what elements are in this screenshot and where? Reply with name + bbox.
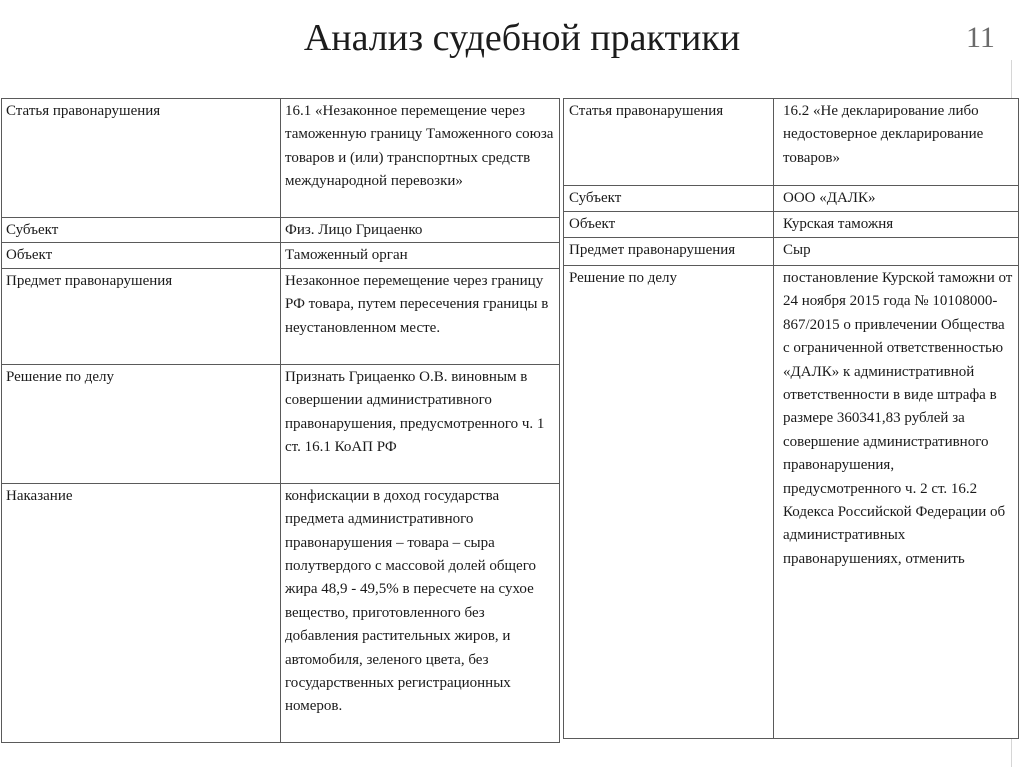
slide-number: 11 bbox=[966, 21, 995, 54]
table-row bbox=[2, 364, 560, 483]
table-row bbox=[2, 268, 560, 364]
table-row bbox=[564, 99, 1019, 186]
row-value-object: Таможенный орган bbox=[281, 243, 560, 268]
row-value-article: 16.2 «Не декларирование либо недостоверное декларирование товаров» bbox=[774, 99, 1019, 186]
case-table-left bbox=[1, 98, 560, 743]
row-label-offense-subject: Предмет правонарушения bbox=[2, 268, 281, 364]
row-label-article: Статья правонарушения bbox=[2, 99, 281, 218]
row-value-object: Курская таможня bbox=[774, 212, 1019, 238]
row-label-offense-subject: Предмет правонарушения bbox=[564, 238, 774, 266]
table-row bbox=[564, 212, 1019, 238]
table-row bbox=[2, 218, 560, 243]
row-label-subject: Субъект bbox=[2, 218, 281, 243]
row-value-decision: постановление Курской таможни от 24 ноября 2015 года № 10108000-867/2015 о привлечении Общества с ограниченной ответственностью «ДАЛК» к административной ответственности в виде штрафа в размере 360341,83 рублей за совершение административного правонарушения, предусмотренного ч. 2 ст. 16.2 Кодекса Российской Федерации об административных правонарушениях, отменить bbox=[774, 266, 1019, 739]
table-row bbox=[564, 266, 1019, 739]
row-value-decision: Признать Грицаенко О.В. виновным в совершении административного правонарушения, предусмотренного ч. 1 ст. 16.1 КоАП РФ bbox=[281, 364, 560, 483]
row-value-offense-subject: Сыр bbox=[774, 238, 1019, 266]
table-row bbox=[564, 186, 1019, 212]
row-label-decision: Решение по делу bbox=[564, 266, 774, 739]
row-value-article: 16.1 «Незаконное перемещение через таможенную границу Таможенного союза товаров и (или) транспортных средств международной перевозки» bbox=[281, 99, 560, 218]
row-label-object: Объект bbox=[564, 212, 774, 238]
row-label-object: Объект bbox=[2, 243, 281, 268]
row-value-subject: Физ. Лицо Грицаенко bbox=[281, 218, 560, 243]
row-value-subject: ООО «ДАЛК» bbox=[774, 186, 1019, 212]
row-value-penalty: конфискации в доход государства предмета административного правонарушения – товара – сыра полутвердого с массовой долей общего жира 48,9 - 49,5% в пересчете на сухое вещество, приготовленного без добавления растительных жиров, и автомобиля, зеленого цвета, без государственных регистрационных номеров. bbox=[281, 483, 560, 742]
row-value-offense-subject: Незаконное перемещение через границу РФ товара, путем пересечения границы в неустановленном месте. bbox=[281, 268, 560, 364]
row-label-decision: Решение по делу bbox=[2, 364, 281, 483]
row-label-penalty: Наказание bbox=[2, 483, 281, 742]
row-label-article: Статья правонарушения bbox=[564, 99, 774, 186]
slide-title: Анализ судебной практики bbox=[303, 17, 741, 59]
table-row bbox=[564, 238, 1019, 266]
table-row bbox=[2, 483, 560, 742]
table-row bbox=[2, 243, 560, 268]
table-row bbox=[2, 99, 560, 218]
case-table-right bbox=[563, 98, 1019, 739]
row-label-subject: Субъект bbox=[564, 186, 774, 212]
